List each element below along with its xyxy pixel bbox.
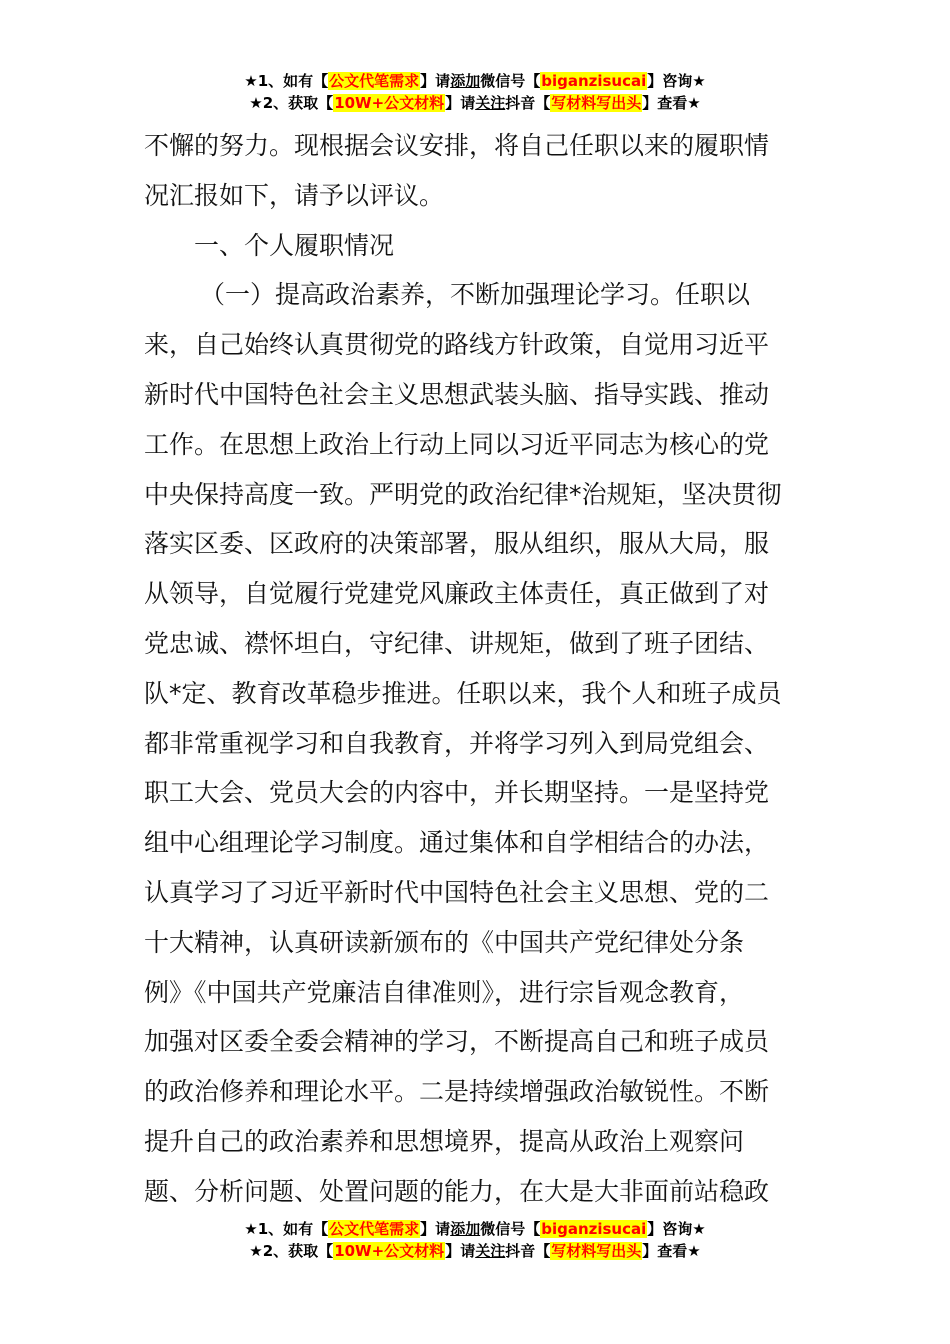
banner-line-1 [0,70,950,92]
footer-banner [0,1218,950,1262]
body-line: 题、分析问题、处置问题的能力，在大是大非面前站稳政 [144,1176,770,1206]
body-line: 中央保持高度一致。严明党的政治纪律*治规矩，坚决贯彻 [144,479,782,509]
banner-highlight: 公文代笔需求 [329,1220,420,1238]
banner-highlight: 写材料写出头 [551,94,642,112]
banner-text: 】请 [445,94,476,112]
banner-text: 】查看★ [642,94,701,112]
subsection-heading-line: （一）提高政治素养，不断加强理论学习。任职以 [200,280,751,310]
banner-highlight: biganzisucai [541,1220,647,1238]
body-line: 十大精神，认真研读新颁布的《中国共产党纪律处分条 [144,927,745,957]
banner-underline: 关注 [475,1242,506,1260]
banner-text: 微信号【 [480,1220,541,1238]
banner-text: 】查看★ [642,1242,701,1260]
banner-text: 】请 [420,1220,451,1238]
banner-text: 】咨询★ [647,1220,706,1238]
body-line: 队*定、教育改革稳步推进。任职以来，我个人和班子成员 [144,678,782,708]
banner-highlight: 10W+公文材料 [334,94,445,112]
banner-text: 抖音【 [505,1242,551,1260]
banner-highlight: 写材料写出头 [551,1242,642,1260]
header-banner [0,70,950,114]
banner-text: 】请 [445,1242,476,1260]
banner-line-1 [0,1218,950,1240]
banner-text: 】请 [420,72,451,90]
banner-line-2 [0,92,950,114]
body-line: 从领导，自觉履行党建党风廉政主体责任，真正做到了对 [144,579,770,609]
body-line: 党忠诚、襟怀坦白，守纪律、讲规矩，做到了班子团结、 [144,628,770,658]
body-line: 不懈的努力。现根据会议安排，将自己任职以来的履职情 [144,131,770,160]
body-line: 加强对区委全委会精神的学习，不断提高自己和班子成员 [144,1027,770,1057]
body-line: 工作。在思想上政治上行动上同以习近平同志为核心的党 [144,429,770,459]
banner-highlight: 10W+公文材料 [334,1242,445,1260]
banner-text: ★2、获取【 [249,1242,334,1260]
body-line: 提升自己的政治素养和思想境界，提高从政治上观察问 [144,1126,745,1156]
body-line: 认真学习了习近平新时代中国特色社会主义思想、党的二 [144,877,770,907]
banner-highlight: 公文代笔需求 [329,72,420,90]
banner-text: 抖音【 [505,94,551,112]
body-line: 况汇报如下，请予以评议。 [144,180,445,210]
section-heading: 一、个人履职情况 [194,230,395,260]
document-body [144,121,814,1217]
body-line: 组中心组理论学习制度。通过集体和自学相结合的办法， [144,828,770,858]
banner-underline: 添加 [450,72,481,90]
body-line: 都非常重视学习和自我教育，并将学习列入到局党组会、 [144,728,770,758]
banner-line-2 [0,1240,950,1262]
banner-underline: 关注 [475,94,506,112]
banner-text: 微信号【 [480,72,541,90]
banner-underline: 添加 [450,1220,481,1238]
banner-text: 】咨询★ [647,72,706,90]
banner-text: ★1、如有【 [244,72,329,90]
body-line: 职工大会、党员大会的内容中，并长期坚持。一是坚持党 [144,778,770,808]
body-line: 新时代中国特色社会主义思想武装头脑、指导实践、推动 [144,379,770,409]
body-line: 的政治修养和理论水平。二是持续增强政治敏锐性。不断 [144,1077,770,1107]
banner-highlight: biganzisucai [541,72,647,90]
body-line: 例》《中国共产党廉洁自律准则》，进行宗旨观念教育， [144,977,745,1007]
body-line: 来，自己始终认真贯彻党的路线方针政策，自觉用习近平 [144,330,770,360]
banner-text: ★2、获取【 [249,94,334,112]
body-line: 落实区委、区政府的决策部署，服从组织，服从大局，服 [144,529,770,559]
banner-text: ★1、如有【 [244,1220,329,1238]
